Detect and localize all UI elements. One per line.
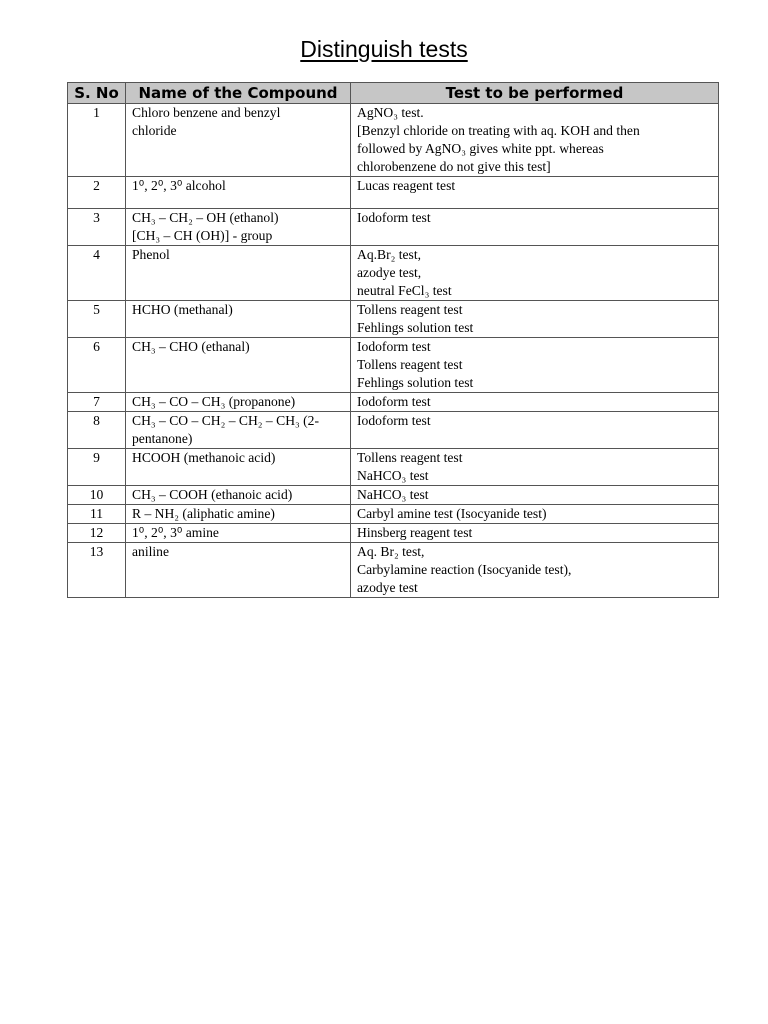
cell-compound	[126, 543, 351, 598]
compound-line: CH₃ – CHO (ethanal)	[132, 339, 250, 354]
cell-compound	[126, 177, 351, 209]
cell-test	[351, 338, 719, 393]
cell-sno: 12	[68, 524, 126, 543]
cell-compound	[126, 209, 351, 246]
cell-compound	[126, 246, 351, 301]
cell-sno: 3	[68, 209, 126, 246]
cell-sno: 5	[68, 301, 126, 338]
header-sno: S. No	[68, 83, 126, 104]
compound-line: Chloro benzene and benzyl	[132, 105, 281, 120]
cell-test	[351, 412, 719, 449]
test-line: Iodoform test	[357, 394, 431, 409]
compound-line: aniline	[132, 544, 169, 559]
table-row	[68, 246, 719, 301]
table-row	[68, 449, 719, 486]
compound-line: [CH₃ – CH (OH)] - group	[132, 228, 273, 243]
table-row	[68, 209, 719, 246]
cell-compound	[126, 338, 351, 393]
cell-sno: 13	[68, 543, 126, 598]
table-row	[68, 301, 719, 338]
compound-line: R – NH₂ (aliphatic amine)	[132, 506, 275, 521]
test-line: NaHCO₃ test	[357, 468, 429, 483]
test-line: NaHCO₃ test	[357, 487, 429, 502]
table-row	[68, 104, 719, 177]
cell-compound	[126, 393, 351, 412]
table-row	[68, 177, 719, 209]
test-line: Fehlings solution test	[357, 375, 474, 390]
compound-line: chloride	[132, 123, 177, 138]
cell-test	[351, 209, 719, 246]
compound-line: 1⁰, 2⁰, 3⁰ amine	[132, 525, 219, 540]
test-line: Aq. Br₂ test,	[357, 544, 425, 559]
test-line: azodye test	[357, 580, 418, 595]
cell-test	[351, 524, 719, 543]
cell-compound	[126, 524, 351, 543]
cell-sno: 8	[68, 412, 126, 449]
test-line: Fehlings solution test	[357, 320, 474, 335]
test-line: Tollens reagent test	[357, 302, 463, 317]
test-line: Iodoform test	[357, 210, 431, 225]
cell-sno: 1	[68, 104, 126, 177]
cell-compound	[126, 412, 351, 449]
table-row	[68, 338, 719, 393]
test-line: chlorobenzene do not give this test]	[357, 159, 551, 174]
cell-test	[351, 104, 719, 177]
test-line: followed by AgNO₃ gives white ppt. whereas	[357, 141, 604, 156]
table-row	[68, 486, 719, 505]
cell-sno: 9	[68, 449, 126, 486]
page-title: Distinguish tests	[300, 36, 468, 62]
test-line: azodye test,	[357, 265, 422, 280]
cell-test	[351, 486, 719, 505]
cell-test	[351, 393, 719, 412]
test-line: AgNO₃ test.	[357, 105, 424, 120]
compound-line: HCOOH (methanoic acid)	[132, 450, 276, 465]
test-line: Iodoform test	[357, 413, 431, 428]
compound-line: CH₃ – CH₂ – OH (ethanol)	[132, 210, 279, 225]
cell-compound	[126, 505, 351, 524]
test-line: Tollens reagent test	[357, 450, 463, 465]
test-line: Carbyl amine test (Isocyanide test)	[357, 506, 547, 521]
test-line: Tollens reagent test	[357, 357, 463, 372]
test-line: Iodoform test	[357, 339, 431, 354]
cell-test	[351, 543, 719, 598]
table-row	[68, 412, 719, 449]
cell-sno: 6	[68, 338, 126, 393]
cell-test	[351, 505, 719, 524]
test-line: neutral FeCl₃ test	[357, 283, 452, 298]
cell-sno: 11	[68, 505, 126, 524]
cell-sno: 2	[68, 177, 126, 209]
test-line: Aq.Br₂ test,	[357, 247, 422, 262]
compound-line: CH₃ – CO – CH₂ – CH₂ – CH₃ (2-	[132, 413, 320, 428]
compound-line: Phenol	[132, 247, 170, 262]
test-line: Hinsberg reagent test	[357, 525, 473, 540]
compound-line: HCHO (methanal)	[132, 302, 233, 317]
cell-sno: 7	[68, 393, 126, 412]
compound-line: pentanone)	[132, 431, 193, 446]
compound-line: 1⁰, 2⁰, 3⁰ alcohol	[132, 178, 226, 193]
table-body	[68, 104, 719, 598]
cell-compound	[126, 486, 351, 505]
cell-compound	[126, 301, 351, 338]
cell-test	[351, 177, 719, 209]
compound-line: CH₃ – COOH (ethanoic acid)	[132, 487, 293, 502]
table-row	[68, 543, 719, 598]
test-line: [Benzyl chloride on treating with aq. KOH and then	[357, 123, 640, 138]
header-compound: Name of the Compound	[126, 83, 351, 104]
header-test: Test to be performed	[351, 83, 719, 104]
cell-sno: 4	[68, 246, 126, 301]
table-row	[68, 393, 719, 412]
cell-test	[351, 246, 719, 301]
compound-line: CH₃ – CO – CH₃ (propanone)	[132, 394, 296, 409]
test-line: Lucas reagent test	[357, 178, 456, 193]
table-header-row	[68, 83, 719, 104]
cell-test	[351, 449, 719, 486]
cell-compound	[126, 104, 351, 177]
cell-compound	[126, 449, 351, 486]
distinguish-tests-table	[67, 82, 719, 598]
table-row	[68, 505, 719, 524]
table-row	[68, 524, 719, 543]
cell-sno: 10	[68, 486, 126, 505]
cell-test	[351, 301, 719, 338]
test-line: Carbylamine reaction (Isocyanide test),	[357, 562, 572, 577]
